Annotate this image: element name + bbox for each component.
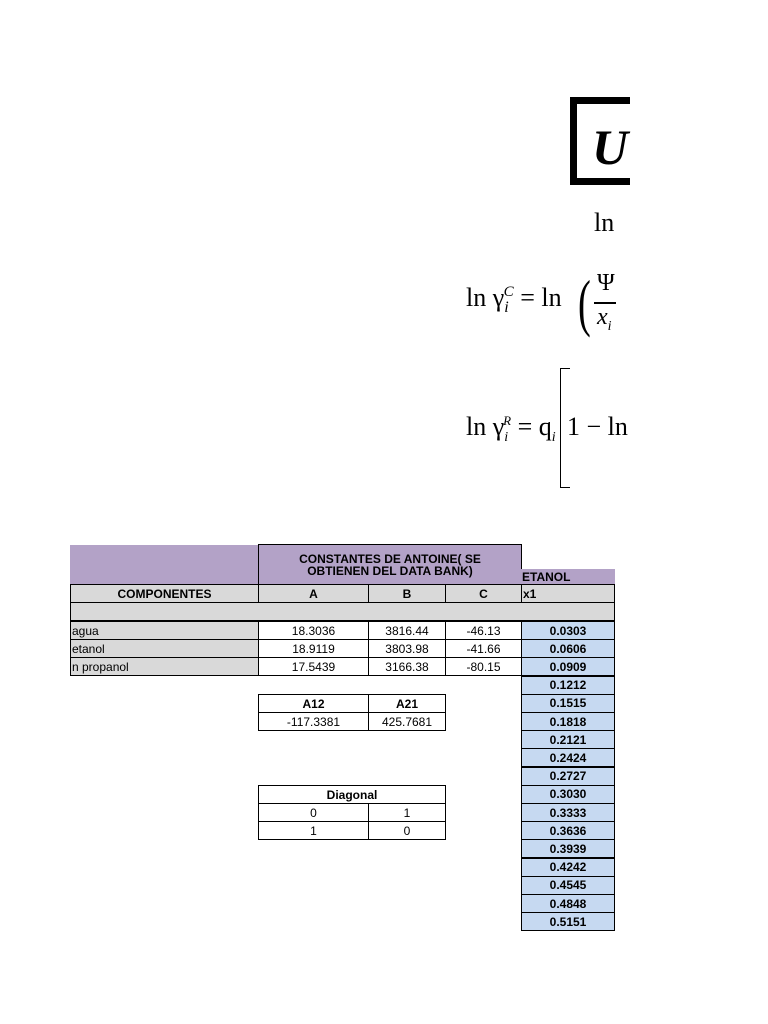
a12-header: A12 <box>258 694 369 713</box>
x1-value-cell: 0.4545 <box>521 876 615 895</box>
x1-value-cell: 0.3636 <box>521 821 615 840</box>
formula-den-sub: i <box>607 318 612 334</box>
formula-lhs: ln γ <box>466 412 505 441</box>
formula-den-x: x <box>597 304 608 330</box>
formula-sup: C <box>503 284 514 301</box>
component-c: -41.66 <box>445 639 522 658</box>
component-a: 17.5439 <box>258 657 369 676</box>
x1-value-cell: 0.1515 <box>521 694 615 713</box>
component-a: 18.9119 <box>258 639 369 658</box>
x1-value-cell: 0.2424 <box>521 748 615 767</box>
formula-area <box>0 0 629 520</box>
formula-eq: = q <box>511 412 552 441</box>
x1-value-cell: 0.5151 <box>521 912 615 931</box>
col-header-c: C <box>445 584 522 603</box>
a21-header: A21 <box>368 694 446 713</box>
a21-value: 425.7681 <box>368 712 446 731</box>
formula-paren-left: ( <box>578 267 591 338</box>
formula-frac-num: Ψ <box>597 270 615 296</box>
col-header-x1: x1 <box>521 584 615 603</box>
component-c: -80.15 <box>445 657 522 676</box>
spacer-row <box>70 602 615 621</box>
diagonal-cell: 1 <box>368 803 446 822</box>
diagonal-cell: 0 <box>368 821 446 840</box>
diagonal-title: Diagonal <box>258 785 446 804</box>
col-header-componentes: COMPONENTES <box>70 584 259 603</box>
formula-line-2 <box>466 283 562 317</box>
formula-line-3-rest: 1 − ln <box>567 412 628 441</box>
antoine-header: CONSTANTES DE ANTOINE( SE OBTIENEN DEL DATA BANK) <box>258 544 522 585</box>
header-purple-left <box>70 545 259 585</box>
component-b: 3816.44 <box>368 621 446 640</box>
component-name: n propanol <box>70 657 259 676</box>
component-b: 3803.98 <box>368 639 446 658</box>
x1-value-cell: 0.1212 <box>521 676 615 695</box>
component-c: -46.13 <box>445 621 522 640</box>
formula-line-3 <box>466 412 556 446</box>
x1-value-cell: 0.0606 <box>521 639 615 658</box>
formula-sub: i <box>504 299 509 317</box>
x1-value-cell: 0.0303 <box>521 621 615 640</box>
formula-frac-den <box>597 304 612 335</box>
x1-value-cell: 0.3030 <box>521 785 615 804</box>
component-name: etanol <box>70 639 259 658</box>
formula-eq: = ln <box>513 283 562 312</box>
etanol-header: ETANOL <box>521 569 615 585</box>
col-header-a: A <box>258 584 369 603</box>
x1-value-cell: 0.0909 <box>521 657 615 676</box>
x1-value-cell: 0.3939 <box>521 839 615 858</box>
x1-value-cell: 0.4242 <box>521 858 615 877</box>
formula-sub: i <box>504 430 509 446</box>
component-b: 3166.38 <box>368 657 446 676</box>
diagonal-cell: 0 <box>258 803 369 822</box>
formula-top-glyph: U <box>592 119 629 175</box>
formula-line-1: ln <box>594 208 615 237</box>
x1-value-cell: 0.2121 <box>521 730 615 749</box>
x1-value-cell: 0.4848 <box>521 894 615 913</box>
col-header-b: B <box>368 584 446 603</box>
a12-value: -117.3381 <box>258 712 369 731</box>
x1-value-cell: 0.1818 <box>521 712 615 731</box>
formula-lhs: ln γ <box>466 283 505 312</box>
component-name: agua <box>70 621 259 640</box>
diagonal-cell: 1 <box>258 821 369 840</box>
formula-sup: R <box>503 413 512 429</box>
component-a: 18.3036 <box>258 621 369 640</box>
x1-value-cell: 0.3333 <box>521 803 615 822</box>
x1-value-cell: 0.2727 <box>521 767 615 786</box>
formula-q-sub: i <box>551 430 556 446</box>
